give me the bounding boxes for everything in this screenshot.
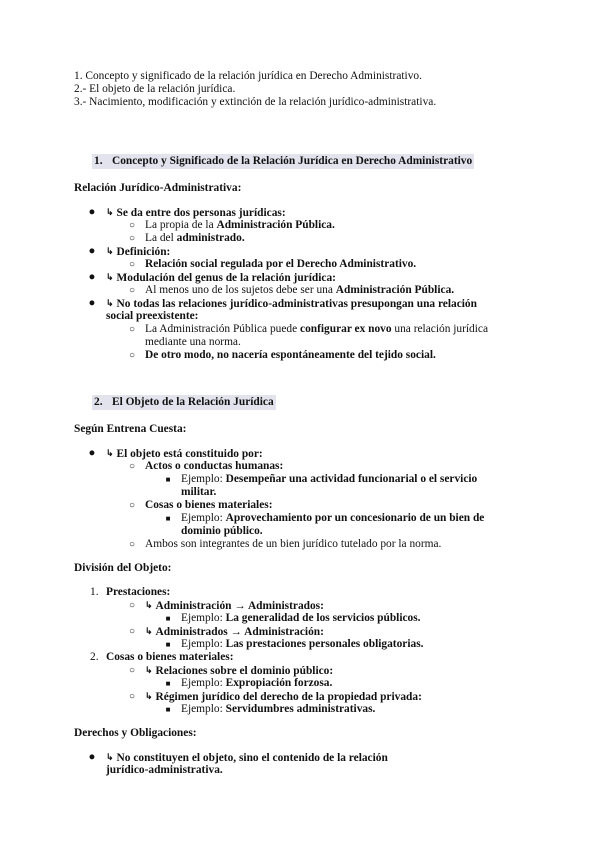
circle-bullet-icon: ○ xyxy=(128,285,136,296)
table-of-contents xyxy=(74,70,436,109)
list-item: Ambos son integrantes de un bien jurídico tutelado por la norma. xyxy=(145,538,442,550)
return-arrow-icon: ↳ xyxy=(106,272,114,282)
list-item: Ejemplo: La generalidad de los servicios públicos. xyxy=(181,612,421,624)
list-item: ↳ Se da entre dos personas jurídicas: xyxy=(106,207,286,219)
circle-bullet-icon: ○ xyxy=(128,500,136,511)
list-item: ↳ Administración → Administrados: xyxy=(145,600,324,612)
circle-bullet-icon: ○ xyxy=(128,324,136,335)
return-arrow-icon: ↳ xyxy=(145,691,153,701)
section-2-subtitle: Según Entrena Cuesta: xyxy=(74,423,187,435)
section-2-title: El Objeto de la Relación Jurídica xyxy=(112,396,274,408)
section-1-title: Concepto y Significado de la Relación Jurídica en Derecho Administrativo xyxy=(112,155,473,167)
square-bullet-icon: ■ xyxy=(165,679,171,688)
list-item: Prestaciones: xyxy=(106,586,171,598)
bullet-icon: ● xyxy=(88,297,96,309)
bullet-icon: ● xyxy=(88,751,96,763)
rights-subtitle: Derechos y Obligaciones: xyxy=(74,727,197,739)
bullet-icon: ● xyxy=(88,206,96,218)
bullet-icon: ● xyxy=(88,447,96,459)
section-1-number: 1. xyxy=(94,155,103,167)
section-1-subtitle: Relación Jurídico-Administrativa: xyxy=(74,182,242,194)
list-item-continuation: social preexistente: xyxy=(106,310,199,322)
list-item: Ejemplo: Las prestaciones personales obligatorias. xyxy=(181,638,424,650)
circle-bullet-icon: ○ xyxy=(128,626,136,637)
square-bullet-icon: ■ xyxy=(165,514,171,523)
list-item-continuation: mediante una norma. xyxy=(145,336,241,348)
circle-bullet-icon: ○ xyxy=(128,665,136,676)
list-item-continuation: militar. xyxy=(181,486,217,498)
list-item: ↳ Relaciones sobre el dominio público: xyxy=(145,665,334,677)
return-arrow-icon: ↳ xyxy=(145,665,153,675)
return-arrow-icon: ↳ xyxy=(106,752,114,762)
square-bullet-icon: ■ xyxy=(165,614,171,623)
toc-item-3: 3.- Nacimiento, modificación y extinción de la relación jurídico-administrativa. xyxy=(74,96,437,108)
circle-bullet-icon: ○ xyxy=(128,461,136,472)
circle-bullet-icon: ○ xyxy=(128,259,136,270)
toc-item-2: 2.- El objeto de la relación jurídica. xyxy=(74,83,236,95)
list-item: Ejemplo: Expropiación forzosa. xyxy=(181,677,333,689)
list-item-continuation: jurídico-administrativa. xyxy=(106,764,223,776)
list-item: La Administración Pública puede configurar ex novo una relación jurídica xyxy=(145,323,489,335)
list-item: Actos o conductas humanas: xyxy=(145,460,284,472)
list-number: 2. xyxy=(90,651,99,663)
square-bullet-icon: ■ xyxy=(165,640,171,649)
list-item: ↳ Régimen jurídico del derecho de la propiedad privada: xyxy=(145,691,422,703)
circle-bullet-icon: ○ xyxy=(128,691,136,702)
list-item-continuation: dominio público. xyxy=(181,525,263,537)
return-arrow-icon: ↳ xyxy=(145,600,153,610)
list-item: ↳ No constituyen el objeto, sino el contenido de la relación xyxy=(106,752,388,764)
list-item: ↳ No todas las relaciones jurídico-administrativas presupongan una relación xyxy=(106,298,477,310)
circle-bullet-icon: ○ xyxy=(128,600,136,611)
list-item: Ejemplo: Servidumbres administrativas. xyxy=(181,703,376,715)
bullet-icon: ● xyxy=(88,245,96,257)
list-item: La del administrado. xyxy=(145,232,245,244)
list-item: Al menos uno de los sujetos debe ser una Administración Pública. xyxy=(145,284,455,296)
list-item: ↳ Definición: xyxy=(106,246,171,258)
section-2-number: 2. xyxy=(94,396,103,408)
square-bullet-icon: ■ xyxy=(165,705,171,714)
square-bullet-icon: ■ xyxy=(165,475,171,484)
list-item: ↳ Administrados → Administración: xyxy=(145,626,324,638)
list-item: Cosas o bienes materiales: xyxy=(145,499,273,511)
list-item: De otro modo, no nacería espontáneamente del tejido social. xyxy=(145,349,436,361)
bullet-icon: ● xyxy=(88,271,96,283)
list-item: ↳ Modulación del genus de la relación jurídica: xyxy=(106,272,336,284)
section-1-heading xyxy=(92,154,474,169)
toc-item-1: 1. Concepto y significado de la relación jurídica en Derecho Administrativo. xyxy=(74,70,422,82)
return-arrow-icon: ↳ xyxy=(106,298,114,308)
list-number: 1. xyxy=(90,586,99,598)
return-arrow-icon: ↳ xyxy=(106,448,114,458)
list-item: Cosas o bienes materiales: xyxy=(106,651,234,663)
list-item: Relación social regulada por el Derecho Administrativo. xyxy=(145,258,417,270)
list-item: ↳ El objeto está constituido por: xyxy=(106,448,263,460)
return-arrow-icon: ↳ xyxy=(106,207,114,217)
division-subtitle: División del Objeto: xyxy=(74,562,172,574)
circle-bullet-icon: ○ xyxy=(128,539,136,550)
section-2-heading xyxy=(92,395,276,410)
return-arrow-icon: ↳ xyxy=(145,626,153,636)
list-item: Ejemplo: Aprovechamiento por un concesionario de un bien de xyxy=(181,512,485,524)
circle-bullet-icon: ○ xyxy=(128,220,136,231)
return-arrow-icon: ↳ xyxy=(106,246,114,256)
list-item: Ejemplo: Desempeñar una actividad funcionarial o el servicio xyxy=(181,473,478,485)
circle-bullet-icon: ○ xyxy=(128,350,136,361)
list-item: La propia de la Administración Pública. xyxy=(145,219,335,231)
circle-bullet-icon: ○ xyxy=(128,233,136,244)
